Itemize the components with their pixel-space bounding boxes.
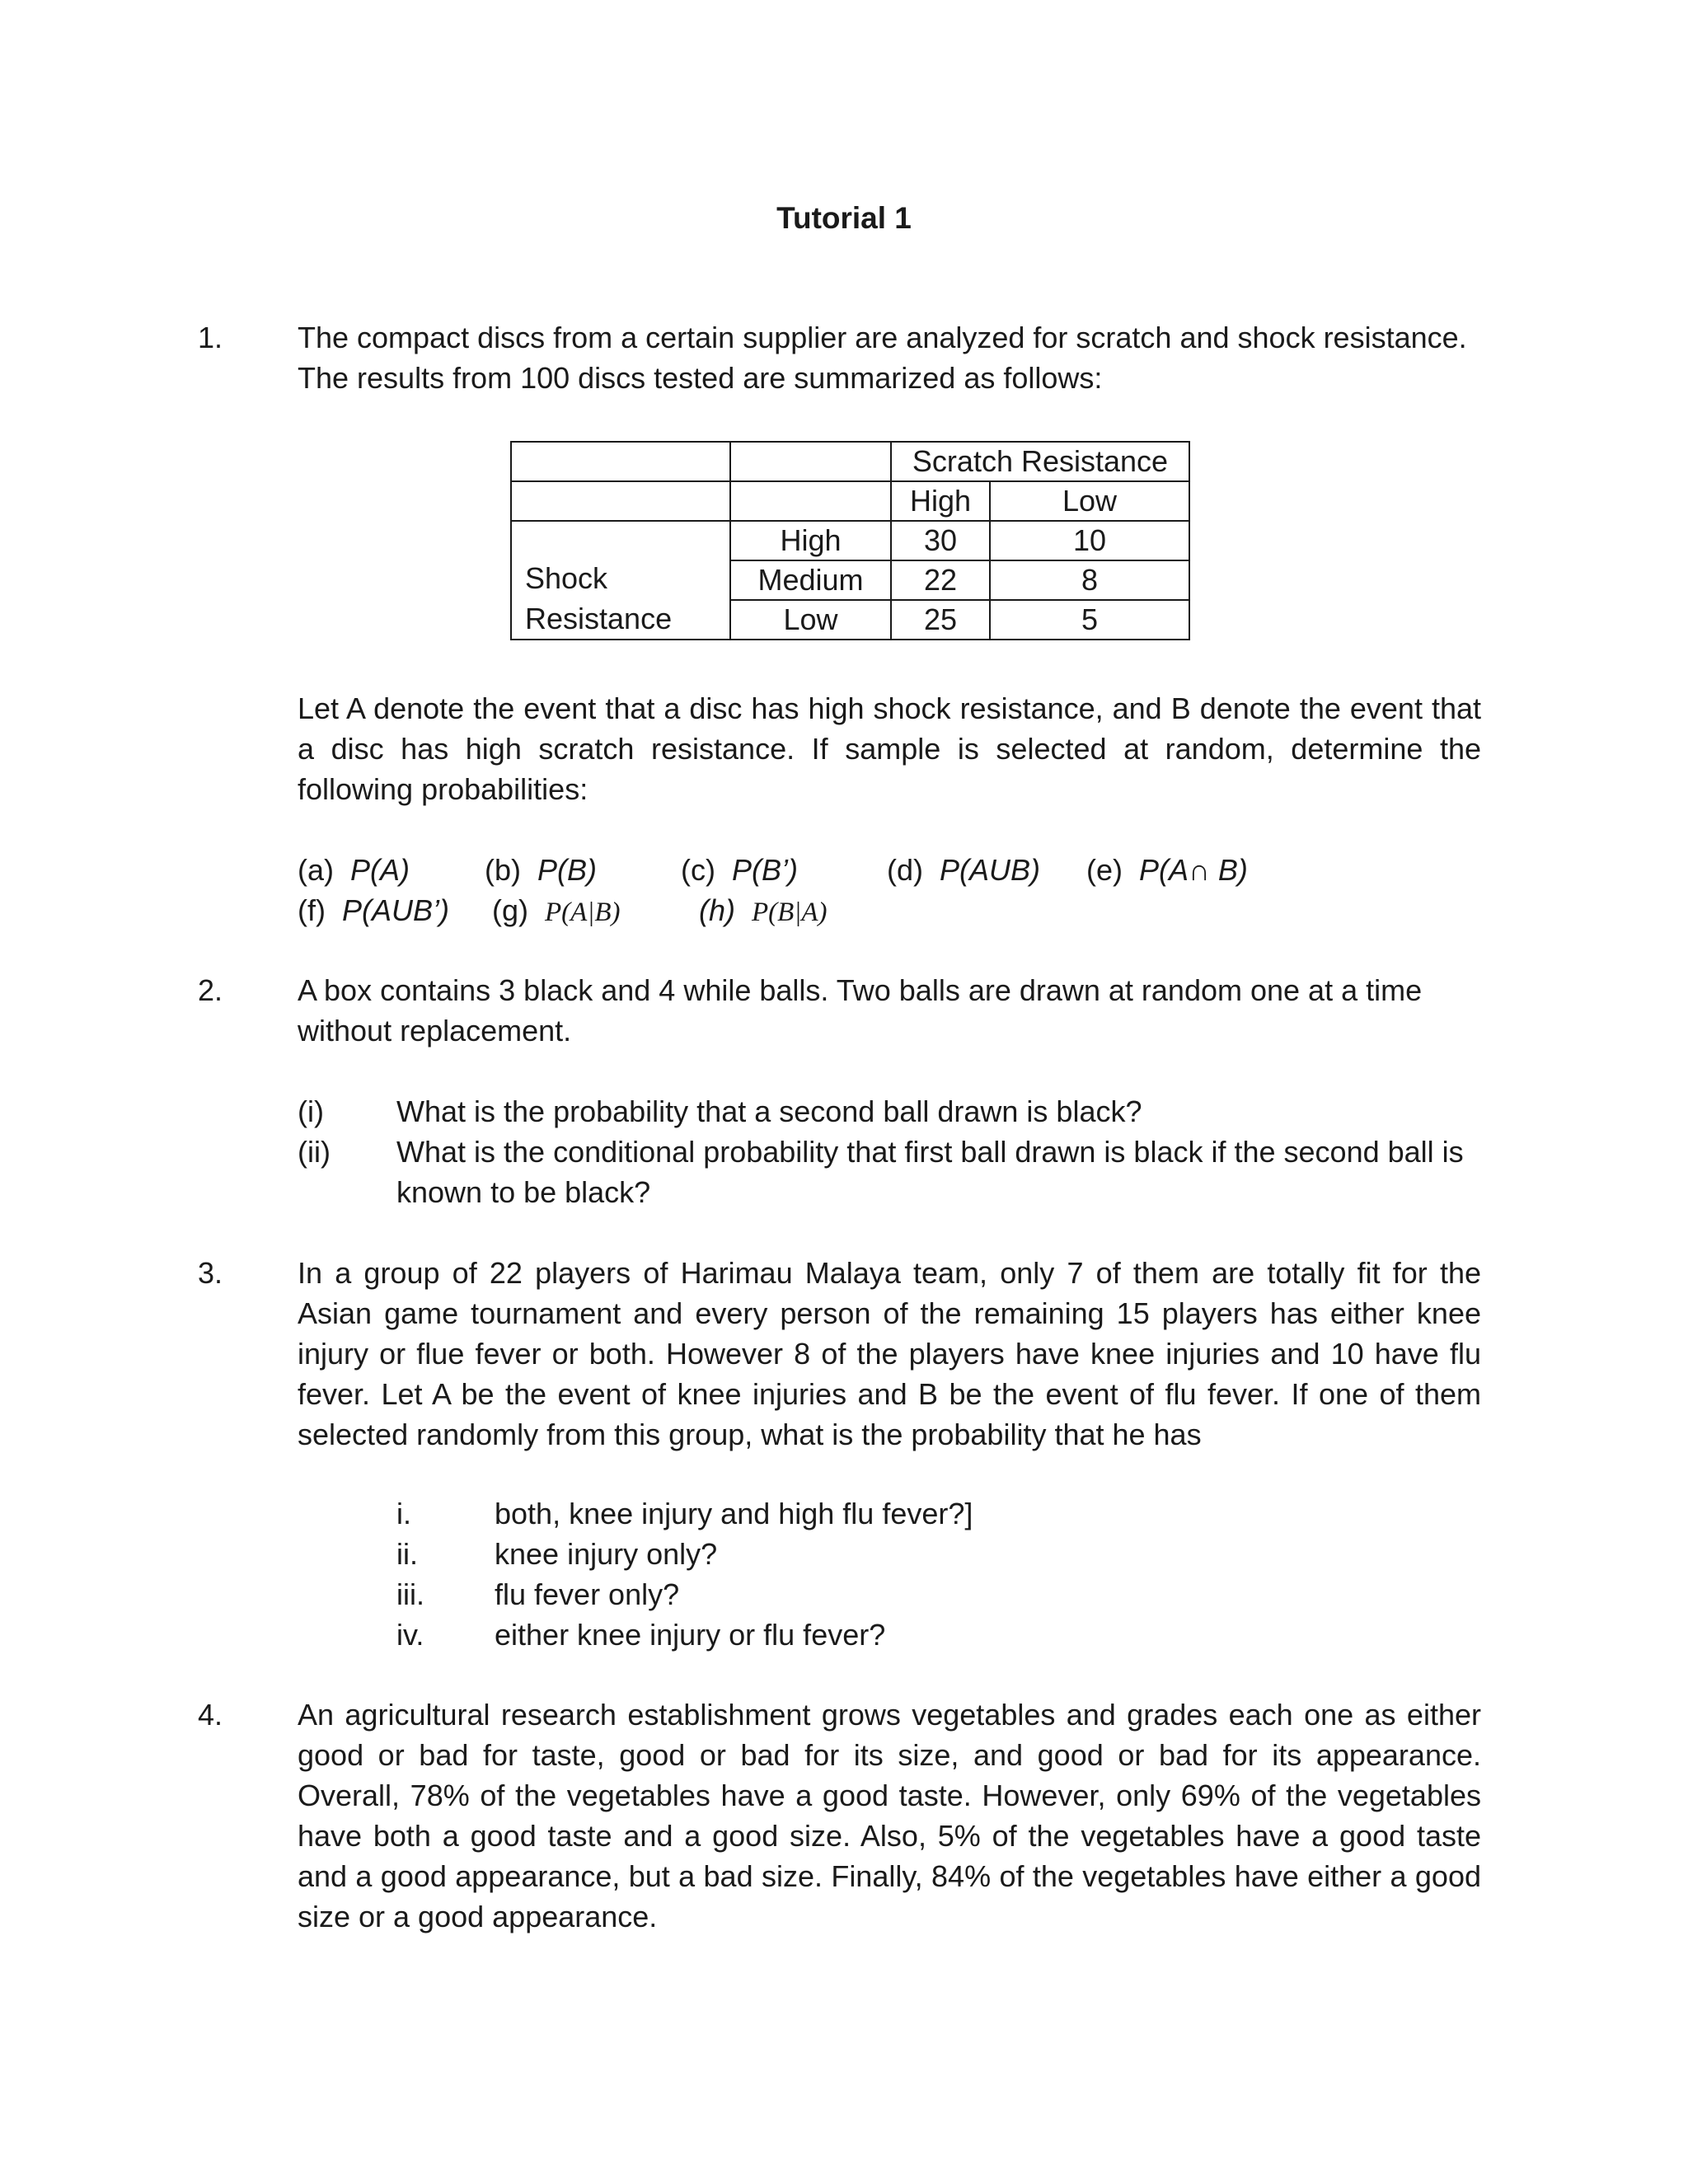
part-g-expr: P(A|B) bbox=[545, 898, 621, 927]
question-2-item-label: (ii) bbox=[298, 1135, 331, 1169]
shock-resistance-header-line1: Shock bbox=[525, 561, 608, 595]
table-row bbox=[511, 442, 1189, 481]
cell-high-high: 30 bbox=[891, 521, 990, 560]
part-g bbox=[492, 890, 621, 933]
part-a bbox=[298, 850, 410, 890]
question-2-item-text: What is the probability that a second ball drawn is black? bbox=[396, 1094, 1142, 1128]
question-1-intro-line2: The results from 100 discs tested are summarized as follows: bbox=[298, 361, 1103, 395]
question-3-item-text: knee injury only? bbox=[495, 1537, 718, 1571]
part-b-label: (b) bbox=[485, 853, 521, 887]
table-cell bbox=[730, 442, 891, 481]
part-c-label: (c) bbox=[681, 853, 715, 887]
row-label-low: Low bbox=[730, 600, 891, 640]
part-e bbox=[1086, 850, 1248, 890]
question-3-item-label: iii. bbox=[396, 1577, 424, 1611]
question-3-text: In a group of 22 players of Harimau Malaya team, only 7 of them are totally fit for the Asian game tournament and every person of the remaining 15 players has either knee injury or flue fever or both. However 8 of the players have knee injuries and 10 have flu fever. Let A be the event of knee injuries and B be the event of flu fever. If one of them selected randomly from this group, what is the probability that he has bbox=[298, 1256, 1481, 1451]
part-f-expr: P(AUB’) bbox=[342, 893, 450, 927]
question-2-item-text: What is the conditional probability that first ball drawn is black if the second ball is known to be black? bbox=[396, 1135, 1464, 1209]
part-d-expr: P(AUB) bbox=[940, 853, 1041, 887]
part-e-expr: P(A∩ B) bbox=[1139, 853, 1248, 887]
question-2-item-label: (i) bbox=[298, 1094, 324, 1128]
question-3-item-text: flu fever only? bbox=[495, 1577, 680, 1611]
question-2-number: 2. bbox=[198, 973, 223, 1007]
table-cell bbox=[730, 481, 891, 521]
part-g-label: (g) bbox=[492, 893, 528, 927]
question-3-item-text: either knee injury or flu fever? bbox=[495, 1618, 886, 1652]
question-2-text-line2: without replacement. bbox=[298, 1014, 572, 1047]
question-4-number: 4. bbox=[198, 1698, 223, 1732]
part-f bbox=[298, 890, 449, 930]
question-3-item-label: ii. bbox=[396, 1537, 418, 1571]
part-f-label: (f) bbox=[298, 893, 326, 927]
results-table bbox=[510, 441, 1190, 640]
question-2-text-line1: A box contains 3 black and 4 while balls. Two balls are drawn at random one at a time bbox=[298, 973, 1423, 1007]
cell-high-low: 10 bbox=[990, 521, 1189, 560]
cell-low-high: 25 bbox=[891, 600, 990, 640]
cell-medium-high: 22 bbox=[891, 560, 990, 600]
row-label-medium: Medium bbox=[730, 560, 891, 600]
table-cell bbox=[511, 481, 730, 521]
part-h-label: (h) bbox=[699, 893, 735, 927]
question-3-number: 3. bbox=[198, 1256, 223, 1290]
part-h bbox=[699, 890, 828, 933]
part-d-label: (d) bbox=[887, 853, 923, 887]
part-h-expr: P(B|A) bbox=[752, 898, 828, 927]
part-b-expr: P(B) bbox=[537, 853, 598, 887]
shock-resistance-header-line2: Resistance bbox=[525, 602, 673, 635]
question-3-item-text: both, knee injury and high flu fever?] bbox=[495, 1497, 973, 1530]
part-c bbox=[681, 850, 798, 890]
part-d bbox=[887, 850, 1040, 890]
cell-medium-low: 8 bbox=[990, 560, 1189, 600]
cell-low-low: 5 bbox=[990, 600, 1189, 640]
scratch-resistance-header: Scratch Resistance bbox=[891, 442, 1189, 481]
page-title: Tutorial 1 bbox=[776, 201, 912, 235]
part-a-expr: P(A) bbox=[350, 853, 410, 887]
question-3-item-label: iv. bbox=[396, 1618, 424, 1652]
question-4-text: An agricultural research establishment grows vegetables and grades each one as either good or bad for taste, good or bad for its size, and good or bad for its appearance. Overall, 78% of the vegetables have a good taste. However, only 69% of the vegetables have both a good taste and a good size. Also, 5% of the vegetables have a good taste and a good appearance, but a bad size. Finally, 84% of the vegetables have either a good size or a good appearance. bbox=[298, 1698, 1481, 1933]
row-label-high: High bbox=[730, 521, 891, 560]
part-a-label: (a) bbox=[298, 853, 334, 887]
part-e-label: (e) bbox=[1086, 853, 1123, 887]
scratch-low-header: Low bbox=[990, 481, 1189, 521]
table-row bbox=[511, 481, 1189, 521]
part-c-expr: P(B’) bbox=[732, 853, 798, 887]
part-b bbox=[485, 850, 597, 890]
question-1-number: 1. bbox=[198, 321, 223, 354]
question-3-item-label: i. bbox=[396, 1497, 411, 1530]
table-row bbox=[511, 521, 1189, 560]
shock-resistance-header bbox=[511, 521, 730, 640]
table-cell bbox=[511, 442, 730, 481]
question-1-intro-line1: The compact discs from a certain supplier are analyzed for scratch and shock resistance. bbox=[298, 321, 1467, 354]
question-1-text: Let A denote the event that a disc has high shock resistance, and B denote the event that a disc has high scratch resistance. If sample is selected at random, determine the following probabilities: bbox=[298, 691, 1481, 806]
scratch-high-header: High bbox=[891, 481, 990, 521]
